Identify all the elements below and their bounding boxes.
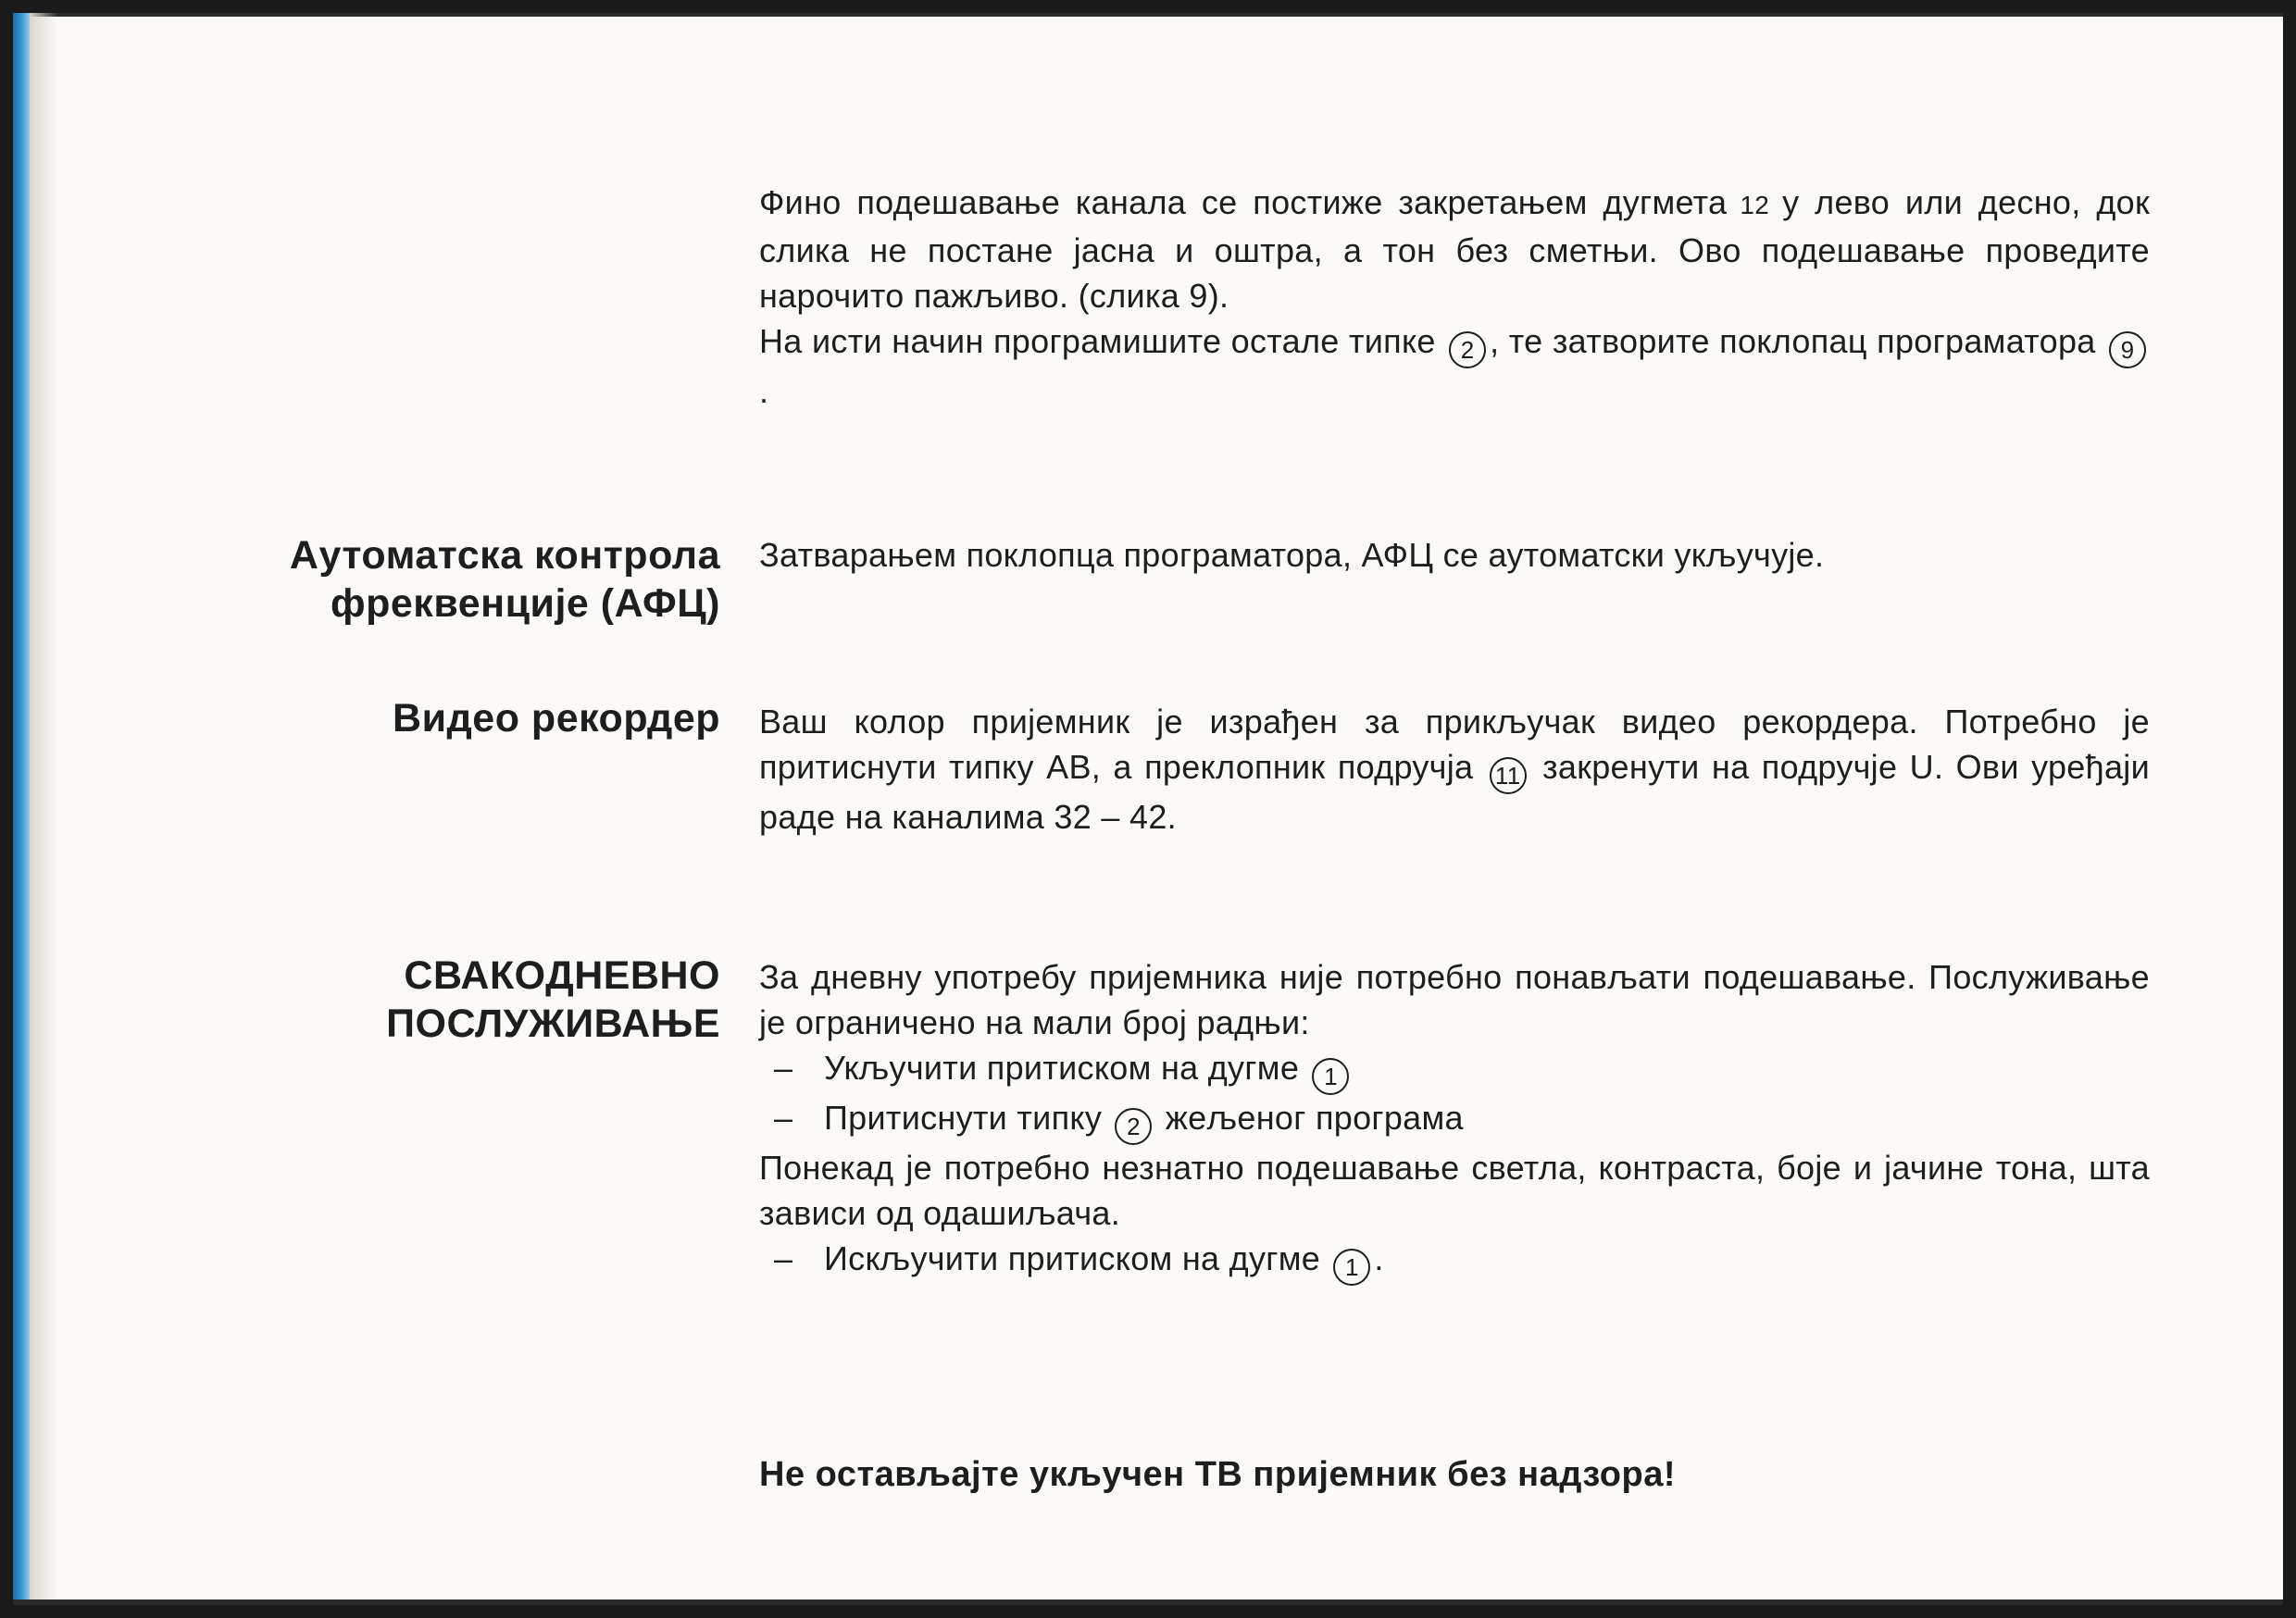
item1-text: Укључити притиском на дугме: [824, 1049, 1300, 1087]
item2-text-b: жељеног програма: [1165, 1099, 1464, 1137]
programming-paragraph: [759, 318, 2150, 414]
fine-tuning-text-b: у лево или десно, док слика не постане јасна и оштра, а тон без сметњи. Ово подешавање проведите нарочито пажљиво. (слика 9).: [759, 183, 2150, 315]
binding-spine: [13, 13, 30, 1605]
fine-tuning-section: [759, 180, 2150, 414]
daily-list-item-3: [759, 1236, 2150, 1286]
page-top-edge: [13, 13, 2283, 17]
video-text-a: Ваш колор пријемник је израђен за прикључак видео рекордера. Потребно је притиснути типку АВ, а преклопник подручја: [759, 703, 2150, 786]
daily-heading-line2: ПОСЛУЖИВАЊЕ: [386, 1002, 720, 1046]
video-text-b: закренути на подручје U. Ови уређаји раде на каналима 32 – 42.: [759, 748, 2150, 836]
afc-heading: [290, 531, 720, 628]
daily-list-item-1: [759, 1045, 2150, 1095]
afc-heading-line2: фреквенције (АФЦ): [331, 581, 720, 626]
item3-end: .: [1374, 1239, 1384, 1277]
video-heading-text: Видео рекордер: [393, 696, 720, 741]
programming-text-b: , те затворите поклопац програматора: [1490, 322, 2096, 360]
page-bottom-edge: [13, 1599, 2283, 1605]
programming-text-c: .: [759, 372, 769, 410]
circled-number-9: 9: [2109, 331, 2146, 368]
afc-heading-line1: Аутоматска контрола: [289, 533, 720, 578]
afc-section: [759, 532, 2150, 578]
item3-text: Искључити притиском на дугме: [824, 1239, 1321, 1277]
item2-text-a: Притиснути типку: [824, 1099, 1103, 1137]
circled-number-1: 1: [1333, 1249, 1370, 1286]
knob-number-12: 12: [1740, 191, 1770, 219]
video-paragraph: [759, 699, 2150, 840]
circled-number-1: 1: [1312, 1058, 1349, 1095]
circled-number-2: 2: [1449, 331, 1486, 368]
dash-mark: –: [774, 1239, 793, 1277]
daily-list-item-2: [759, 1095, 2150, 1145]
binding-shadow: [30, 13, 57, 1605]
daily-paragraph-1: За дневну употребу пријемника није потребно понављати подешавање. Послуживање је ограничено на мали број радњи:: [759, 958, 2150, 1041]
daily-section: [759, 954, 2150, 1286]
manual-page: [13, 13, 2283, 1605]
fine-tuning-paragraph: [759, 180, 2150, 318]
afc-text: Затварањем поклопца програматора, АФЦ се аутоматски укључује.: [759, 536, 1825, 574]
programming-text-a: На исти начин програмишите остале типке: [759, 322, 1436, 360]
daily-heading-line1: СВАКОДНЕВНО: [404, 953, 720, 998]
dash-mark: –: [774, 1099, 793, 1137]
circled-number-2: 2: [1115, 1108, 1152, 1145]
safety-warning: Не остављајте укључен ТВ пријемник без надзора!: [759, 1455, 1676, 1494]
video-section: [759, 699, 2150, 840]
fine-tuning-text-a: Фино подешавање канала се постиже закретањем дугмета: [759, 183, 1728, 221]
daily-heading: [386, 952, 720, 1048]
daily-paragraph-2: Понекад је потребно незнатно подешавање светла, контраста, боје и јачине тона, шта зависи од одашиљача.: [759, 1149, 2150, 1232]
dash-mark: –: [774, 1049, 793, 1087]
circled-number-11: 11: [1490, 757, 1527, 794]
video-heading: [393, 694, 720, 742]
